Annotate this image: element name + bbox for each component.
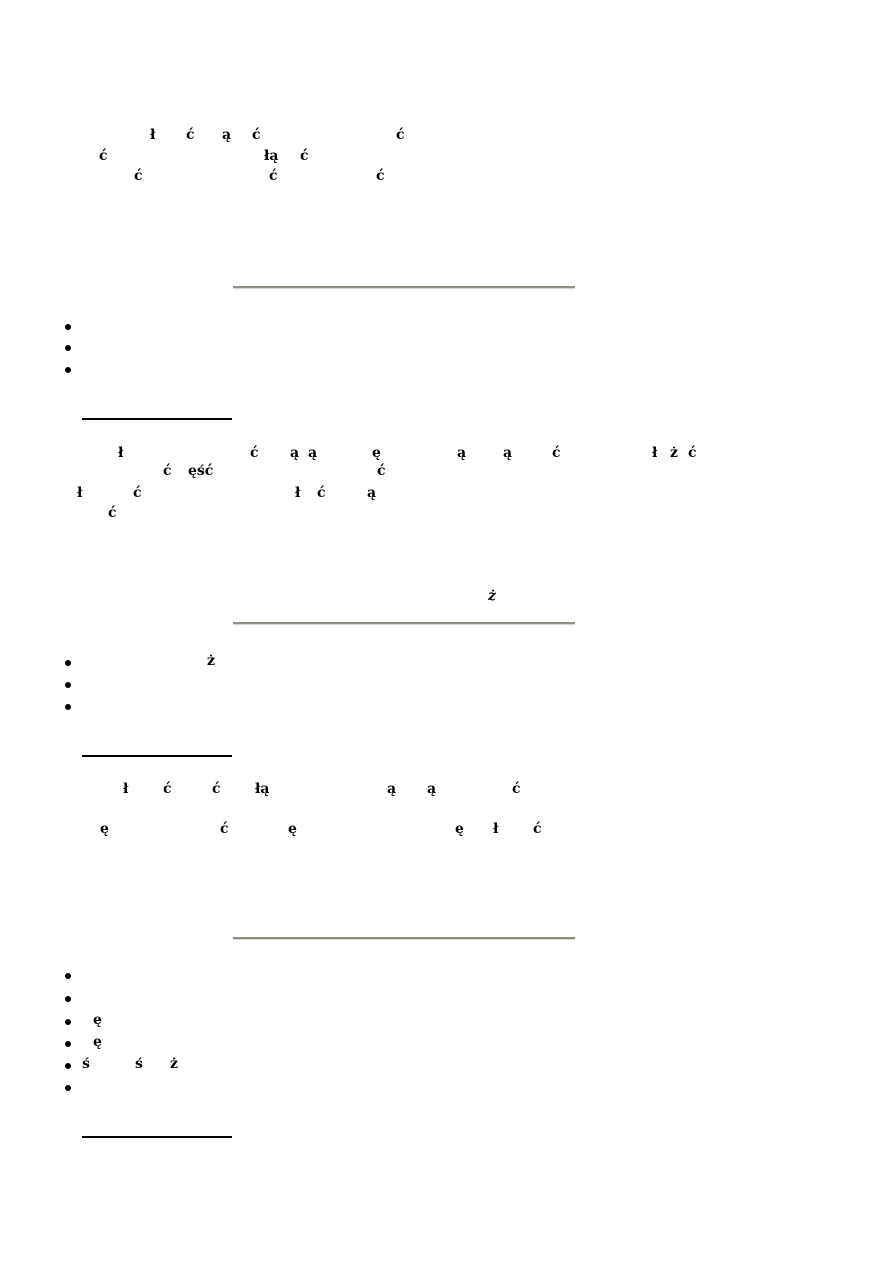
section-divider-3 — [233, 937, 575, 940]
paragraph-3-glyph-2-3: ę — [288, 821, 297, 837]
paragraph-2-glyph-1-11: ć — [688, 445, 697, 461]
bullet-list-3-item-5-glyph-2: ś — [135, 1056, 143, 1072]
paragraph-3-line-1 — [0, 782, 893, 800]
paragraph-1-glyph-2-1: ć — [99, 148, 108, 164]
paragraph-2-glyph-3-4: ć — [317, 485, 326, 501]
bullet-list-2-item-3 — [0, 698, 893, 716]
paragraph-2-glyph-3-3: ł — [295, 485, 301, 501]
bullet-list-3-item-3 — [0, 1013, 893, 1031]
paragraph-3-glyph-2-5: ł — [493, 821, 499, 837]
paragraph-2-italic-line-glyph-1-1: ż — [488, 588, 496, 604]
paragraph-2-glyph-3-2: ć — [133, 485, 142, 501]
paragraph-2-glyph-1-9: ł — [652, 445, 658, 461]
bullet-list-1-item-1 — [0, 318, 893, 336]
bullet-list-2-item-1-glyph-1: ż — [207, 653, 215, 669]
bullet-list-3-item-4 — [0, 1035, 893, 1053]
paragraph-3-glyph-1-1: ł — [123, 781, 129, 797]
paragraph-1-glyph-1-3: ą — [222, 127, 232, 143]
paragraph-2-glyph-1-6: ą — [457, 445, 467, 461]
paragraph-1-glyph-2-3: ć — [300, 148, 309, 164]
bullet-list-1-item-3 — [0, 361, 893, 379]
paragraph-3-glyph-1-3: ć — [212, 781, 221, 797]
bullet-list-3-item-6 — [0, 1079, 893, 1097]
section-divider-2 — [233, 622, 575, 625]
paragraph-1-glyph-3-3: ć — [376, 168, 385, 184]
paragraph-3-glyph-1-7: ć — [512, 781, 521, 797]
paragraph-1-glyph-1-4: ć — [252, 127, 261, 143]
paragraph-2-glyph-1-7: ą — [503, 445, 513, 461]
paragraph-2-glyph-2-1: ć — [163, 463, 172, 479]
paragraph-3-glyph-1-6: ą — [427, 781, 437, 797]
bullet-list-3-item-1 — [0, 967, 893, 985]
paragraph-1-glyph-3-1: ć — [134, 168, 143, 184]
bullet-list-2-item-2 — [0, 676, 893, 694]
paragraph-2-glyph-3-1: ł — [77, 485, 83, 501]
bullet-list-3-item-5-glyph-3: ż — [170, 1056, 178, 1072]
section-divider-1 — [233, 286, 575, 289]
bullet-list-3-item-5-glyph-1: ś — [82, 1056, 90, 1072]
paragraph-2-glyph-1-10: ż — [670, 445, 678, 461]
paragraph-3-glyph-1-5: ą — [387, 781, 397, 797]
paragraph-1-line-1 — [0, 128, 893, 146]
bullet-list-3-item-3-glyph-1: ę — [93, 1012, 102, 1028]
heading-rule-2 — [82, 755, 232, 757]
paragraph-3-line-2 — [0, 822, 893, 840]
paragraph-2-glyph-1-1: ł — [118, 445, 124, 461]
heading-rule-1 — [82, 418, 232, 420]
paragraph-2-glyph-3-5: ą — [367, 485, 377, 501]
paragraph-1-glyph-1-2: ć — [186, 127, 195, 143]
paragraph-2-glyph-1-3: ą — [290, 445, 300, 461]
paragraph-3-glyph-1-2: ć — [163, 781, 172, 797]
paragraph-2-italic-line-line-1 — [0, 589, 893, 607]
paragraph-2-glyph-1-4: ą — [308, 445, 318, 461]
paragraph-2-glyph-1-8: ć — [552, 445, 561, 461]
paragraph-2-glyph-1-2: ć — [250, 445, 259, 461]
paragraph-3-glyph-2-4: ę — [455, 821, 464, 837]
paragraph-2-line-3 — [0, 486, 893, 504]
paragraph-2-line-1 — [0, 446, 893, 464]
bullet-list-2-item-1 — [0, 654, 893, 672]
paragraph-3-glyph-2-6: ć — [533, 821, 542, 837]
bullet-list-3-item-2 — [0, 990, 893, 1008]
paragraph-1-glyph-1-5: ć — [396, 127, 405, 143]
heading-rule-3 — [82, 1136, 232, 1138]
paragraph-1-line-3 — [0, 169, 893, 187]
paragraph-3-glyph-2-2: ć — [220, 821, 229, 837]
paragraph-2-glyph-1-5: ę — [372, 445, 381, 461]
bullet-list-3-item-5 — [0, 1057, 893, 1075]
paragraph-2-line-2 — [0, 464, 893, 482]
bullet-list-3-item-4-glyph-1: ę — [93, 1034, 102, 1050]
paragraph-1-glyph-2-2: łą — [264, 148, 279, 164]
paragraph-3-glyph-1-4: łą — [255, 781, 270, 797]
paragraph-2-line-4 — [0, 506, 893, 524]
paragraph-1-line-2 — [0, 149, 893, 167]
paragraph-1-glyph-1-1: ł — [150, 127, 156, 143]
paragraph-2-glyph-2-2: ęść — [188, 463, 214, 479]
paragraph-2-glyph-4-1: ć — [108, 505, 117, 521]
bullet-list-1-item-2 — [0, 339, 893, 357]
paragraph-2-glyph-2-3: ć — [377, 463, 386, 479]
paragraph-3-glyph-2-1: ę — [100, 821, 109, 837]
paragraph-1-glyph-3-2: ć — [269, 168, 278, 184]
